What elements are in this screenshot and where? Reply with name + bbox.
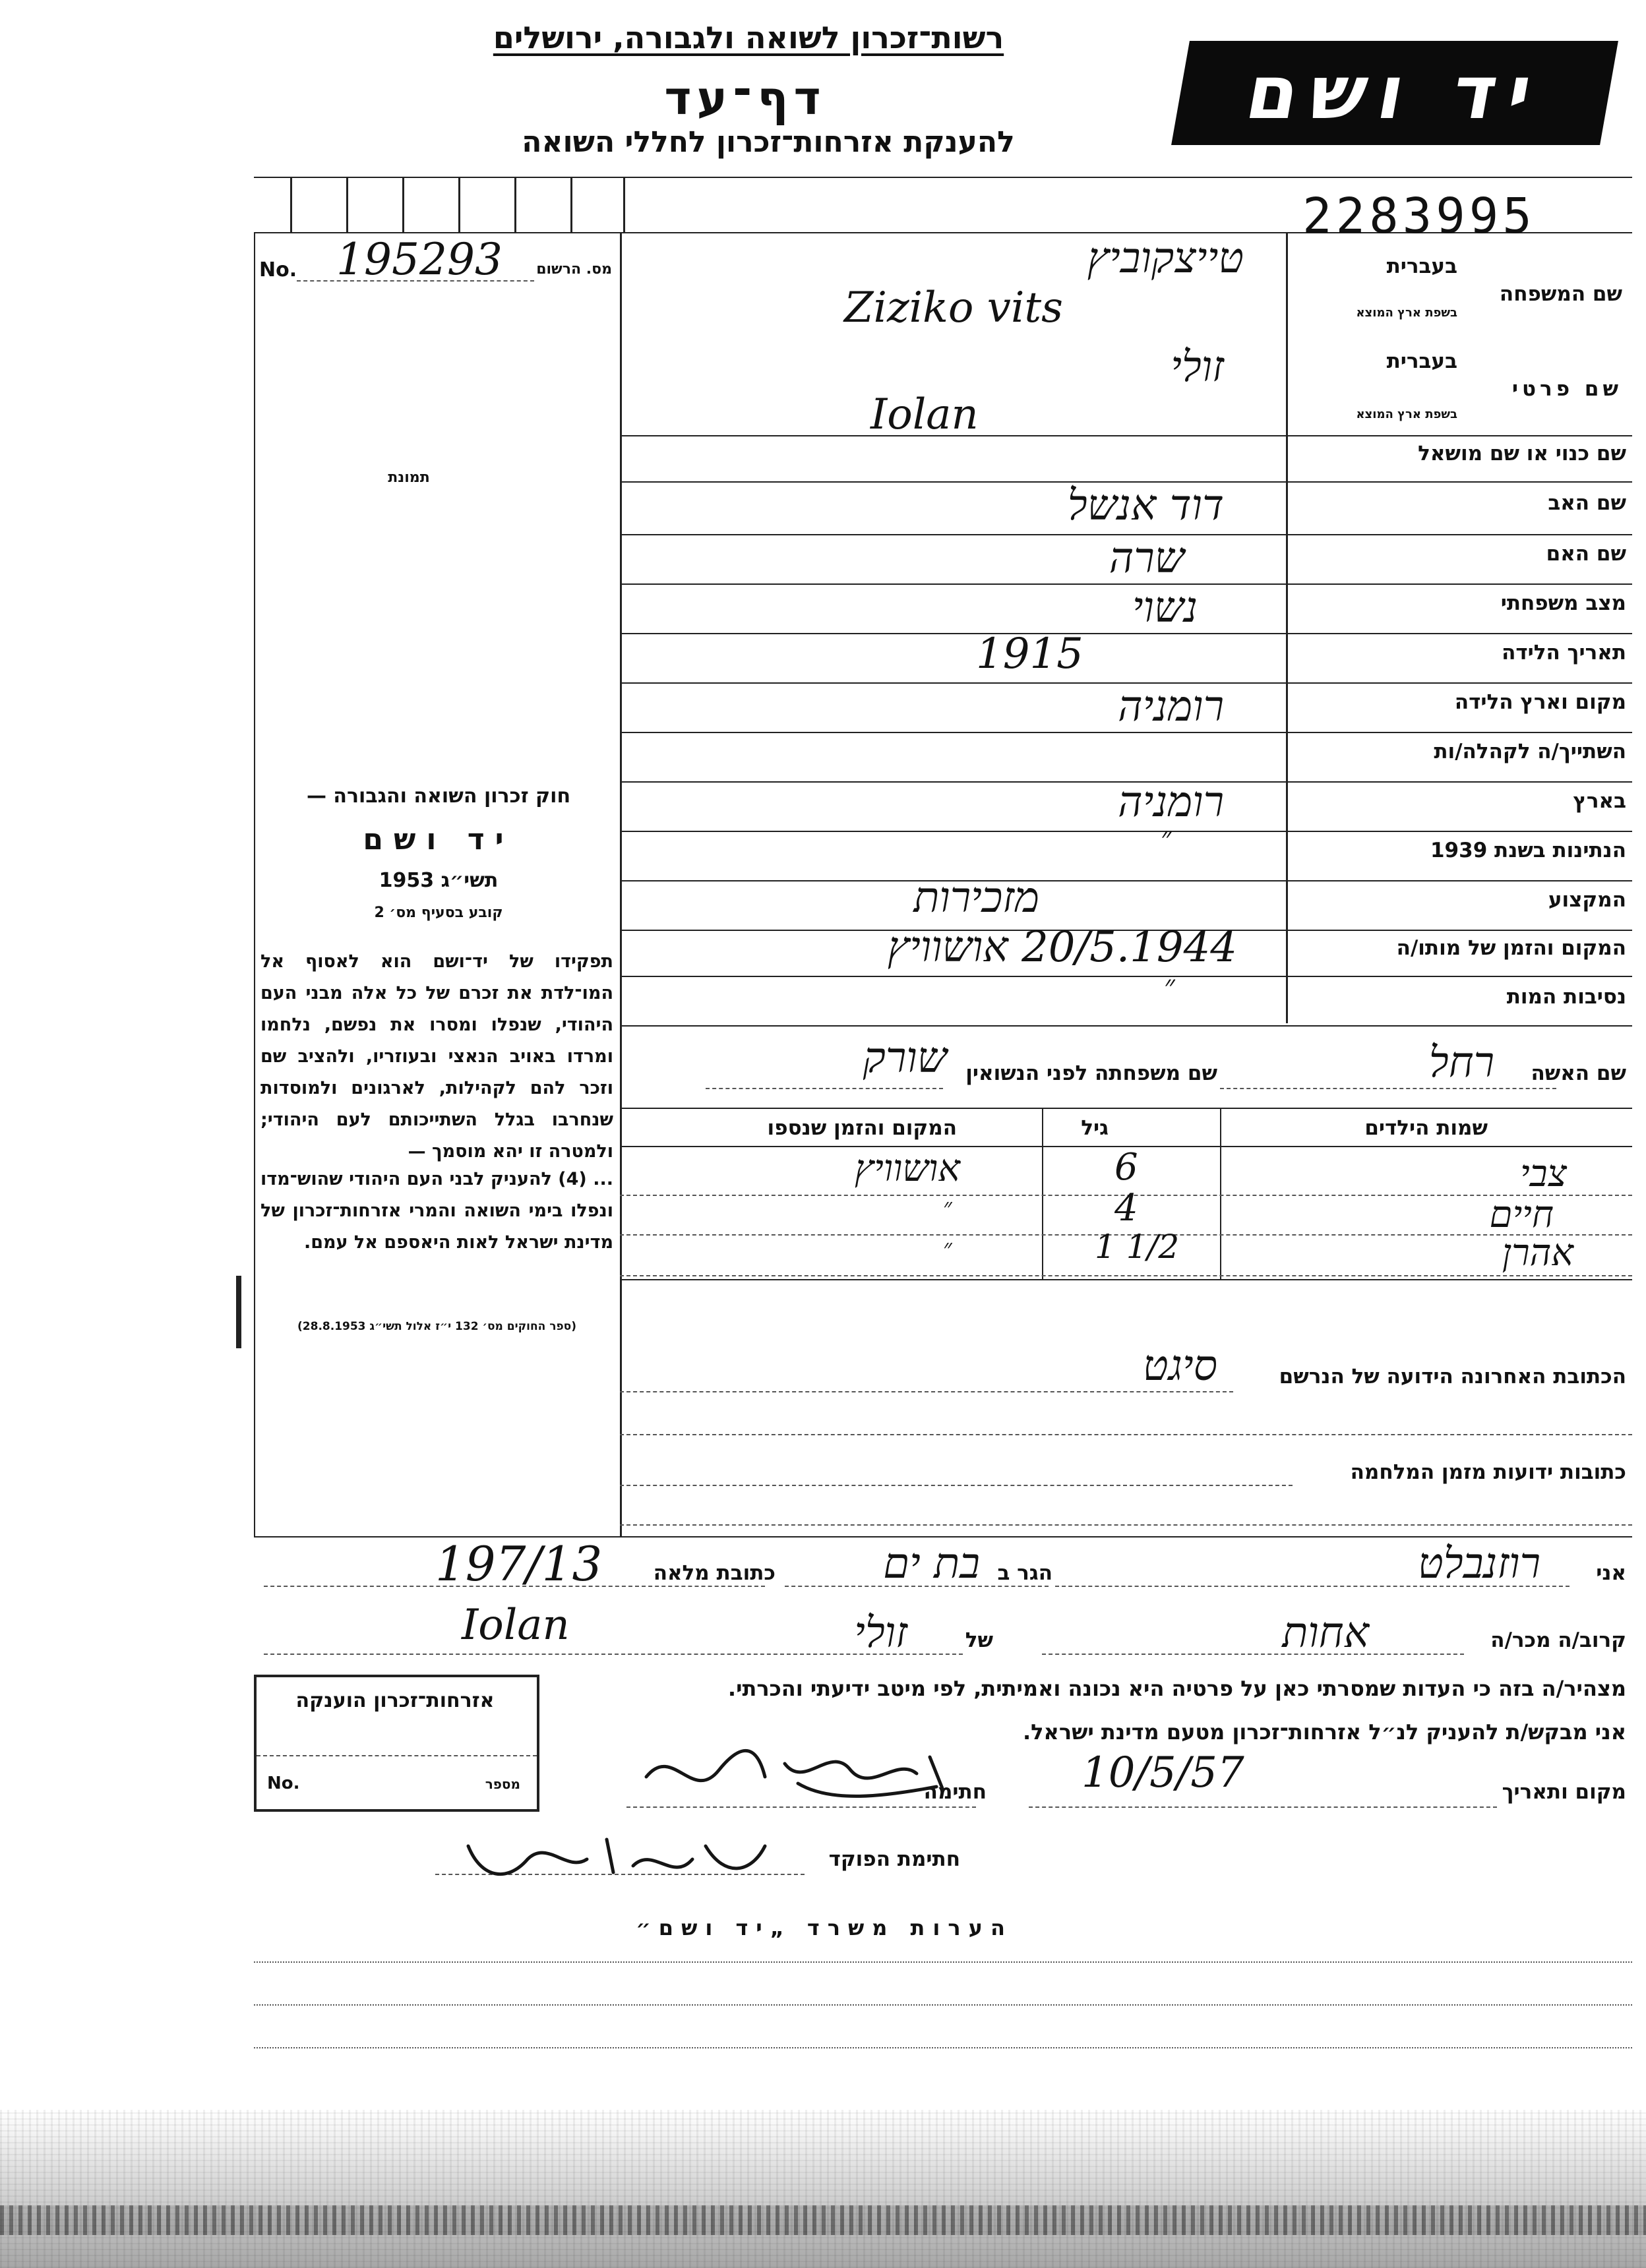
page-subtitle: להענקת אזרחות־זכרון לחללי השואה <box>522 125 1015 159</box>
child-age: 6 <box>1114 1146 1138 1189</box>
strip-tick <box>623 177 625 232</box>
mother-label: שם האם <box>1546 542 1626 566</box>
row-rule <box>620 1025 1632 1027</box>
profession-value: מזכירות <box>913 874 1039 922</box>
birth-date-value: 1915 <box>976 630 1083 678</box>
children-col-header: שמות הילדים <box>1364 1116 1488 1140</box>
last-address-value: סיגט <box>1143 1342 1217 1390</box>
first-name-label-text: שם פרטי <box>1511 377 1622 401</box>
citizenship-number-label: מספר <box>485 1776 520 1792</box>
law-name: יד ושם <box>363 823 514 856</box>
supervisor-label: חתימת הפוקד <box>828 1847 960 1871</box>
war-address-label: כתובות ידועות מזמן המלחמה <box>1350 1460 1626 1484</box>
place-date-line <box>1029 1806 1497 1808</box>
signature-label: חתימה <box>923 1780 987 1804</box>
resident-city: בת ים <box>883 1539 980 1588</box>
logo-text: יד ושם <box>1239 50 1550 136</box>
first-name-hebrew-sub: בעברית <box>1386 349 1457 373</box>
strip-tick <box>290 177 292 232</box>
marital-value: נשוי <box>1132 583 1198 632</box>
maiden-line <box>706 1088 943 1089</box>
first-name-origin-sub: בשפת ארץ המוצא <box>1356 407 1457 421</box>
first-name-origin-value: Iolan <box>870 390 979 439</box>
death-circ-value: ״ <box>1164 969 1175 1003</box>
children-row-rule <box>620 1275 1632 1276</box>
citizenship-label: הנתינות בשנת 1939 <box>1430 839 1626 862</box>
children-col-divider <box>1220 1108 1221 1279</box>
row-rule <box>620 831 1632 832</box>
child-death-place: ״ <box>943 1235 952 1262</box>
birth-place-value: רומניה <box>1118 682 1224 731</box>
death-place-value: 20/5.1944 אושוויץ <box>887 923 1237 972</box>
page-title: דף־עד <box>664 71 826 125</box>
wife-maiden-label: שם משפחתה לפני הנשואין <box>965 1061 1217 1085</box>
office-notes-title: הערות משרד „יד ושם״ <box>636 1915 1013 1940</box>
authority-line: רשות־זכרון לשואה ולגבורה, ירושלים <box>493 20 1004 55</box>
child-death-place: ״ <box>943 1194 952 1221</box>
marital-label: מצב משפחתי <box>1500 591 1626 615</box>
top-rule <box>254 177 1632 178</box>
declarant-name: רוזנבלט <box>1418 1539 1540 1588</box>
row-rule <box>620 880 1632 881</box>
law-paragraph-2: ... (4) להעניק לבני העם היהודי שהוש־מדו ונפלו בימי השואה והמרי אזרחות־זכרון של מדינת ישראל לאות היאספם אל עמם. <box>260 1169 613 1253</box>
declaration-statement-1: מצהיר/ה בזה כי העדות שמסרתי כאן על פרטיה היא נכונה ואמיתית, לפי מיטב ידיעתי והכרתי. <box>727 1676 1626 1701</box>
notes-rule <box>254 2047 1632 2048</box>
left-border <box>254 232 255 1537</box>
strip-tick <box>514 177 516 232</box>
war-address-line-2 <box>620 1524 1632 1526</box>
country-label: בארץ <box>1573 789 1626 813</box>
child-age: 1 1/2 <box>1095 1228 1180 1266</box>
notes-rule <box>254 2004 1632 2006</box>
notes-rule <box>254 1961 1632 1963</box>
citizenship-value: ״ <box>1161 821 1172 854</box>
first-name-hebrew-value: זולי <box>1171 343 1224 392</box>
family-name-label-text: שם המשפחה <box>1499 282 1622 306</box>
law-year: תשי״ג 1953 <box>379 869 499 892</box>
last-address-line-2 <box>620 1434 1632 1435</box>
wife-label: שם האשה <box>1531 1061 1626 1085</box>
of-label: של <box>965 1628 993 1652</box>
registration-label: מס. הרשום <box>536 261 612 278</box>
yad-vashem-logo <box>1171 41 1618 145</box>
child-age: 4 <box>1114 1187 1138 1230</box>
war-address-line <box>620 1485 1293 1486</box>
strip-tick <box>570 177 572 232</box>
divider-left-column <box>620 232 622 1537</box>
divider-label-column <box>1286 232 1288 1023</box>
last-address-line <box>620 1391 1233 1392</box>
row-rule <box>620 583 1632 585</box>
wife-line <box>1220 1088 1556 1089</box>
relation-line <box>1042 1654 1464 1655</box>
row-rule <box>620 633 1632 634</box>
declaration-ani: אני <box>1596 1561 1626 1585</box>
relation-value: אחות <box>1282 1609 1369 1657</box>
child-name: אהרן <box>1502 1232 1573 1274</box>
child-name: חיים <box>1489 1193 1554 1236</box>
row-rule <box>620 976 1632 977</box>
declaration-statement-2: אני מבקש/ת להעניק לנ״ל אזרחות־זכרון מטעם מדינת ישראל. <box>1023 1719 1626 1745</box>
death-place-label: המקום והזמן של מותו/ה <box>1396 936 1626 960</box>
children-table-bottom <box>620 1279 1632 1280</box>
country-value: רומניה <box>1118 778 1224 827</box>
birth-place-label: מקום וארץ הלידה <box>1454 690 1626 714</box>
wife-name-value: רחל <box>1428 1038 1494 1087</box>
scan-noise-band <box>0 2205 1646 2235</box>
child-name: צבי <box>1519 1152 1567 1195</box>
citizenship-box-rule <box>257 1755 537 1756</box>
family-name-origin-sub: בשפת ארץ המוצא <box>1356 306 1457 320</box>
mother-value: שרה <box>1109 534 1184 583</box>
relation-label: קרוב/ה מכר/ה <box>1490 1628 1626 1652</box>
photo-label: תמונת <box>388 469 430 486</box>
last-address-label: הכתובת האחרונה הידועה של הנרשם <box>1279 1365 1626 1388</box>
place-date-label: מקום ותאריך <box>1502 1780 1626 1804</box>
father-label: שם האב <box>1548 491 1626 515</box>
of-value-latin: Iolan <box>462 1601 570 1650</box>
community-label: השתייך/ה לקהלה/ות <box>1434 740 1626 763</box>
citizenship-no-label: No. <box>267 1774 300 1793</box>
wife-maiden-value: שורק <box>863 1034 947 1083</box>
supervisor-signature <box>455 1820 798 1892</box>
resident-prefix: הגר ב <box>997 1561 1052 1585</box>
citizenship-box-title: אזרחות־זכרון הוענקה <box>295 1689 495 1712</box>
citizenship-box <box>254 1675 539 1812</box>
age-col-header: גיל <box>1081 1116 1109 1140</box>
scan-mark <box>236 1276 241 1348</box>
children-table-top <box>620 1108 1632 1109</box>
strip-tick <box>346 177 348 232</box>
children-col-divider <box>1042 1108 1043 1279</box>
row-rule <box>620 435 1632 436</box>
serial-number: 2283995 <box>1302 188 1536 245</box>
birth-date-label: תאריך הלידה <box>1502 641 1626 665</box>
registration-number: 195293 <box>336 234 503 285</box>
family-name-hebrew-sub: בעברית <box>1386 254 1457 278</box>
law-paragraph-1: תפקידו של יד־ושם הוא לאסוף אל המו־לדת את זכרם של כל אלה מבני העם היהודי, שנפלו ומסרו את נפשם, נלחמו ומרדו באויב הנאצי ובעוזריו, ולהציב שם וזכר להם לקהילות, לארגונים ולמוסדות שנחרבו בגלל השתייכותם לעם היהודי; ולמטרה זו יהא מוסמך — <box>260 951 613 1162</box>
scan-noise <box>0 2110 1646 2268</box>
strip-tick <box>458 177 460 232</box>
nickname-label: שם כנוי או שם מושאל <box>1418 442 1626 465</box>
law-heading: חוק זכרון השואה והגבורה — <box>306 785 571 808</box>
full-address-label: כתובת מלאה <box>653 1561 776 1585</box>
death-circ-label: נסיבות המות <box>1506 985 1626 1009</box>
father-value: דוד אנשל <box>1067 481 1224 530</box>
of-value-hebrew: זולי <box>854 1609 907 1657</box>
law-section-ref: קובע בסעיף מס׳ 2 <box>374 905 503 921</box>
place-col-header: המקום והזמן שנספו <box>767 1116 957 1140</box>
family-name-hebrew-value: טייצקוביץ <box>1087 234 1244 283</box>
row-rule <box>620 732 1632 733</box>
registration-prefix: No. <box>259 258 297 282</box>
family-name-origin-value: Ziziko vits <box>844 284 1063 332</box>
strip-tick <box>402 177 404 232</box>
child-death-place: אושוויץ <box>854 1147 960 1190</box>
declarant-signature <box>633 1731 976 1810</box>
law-citation: (ספר החוקים מס׳ 132 י״ז אלול תשי״ג 28.8.1953) <box>297 1320 576 1333</box>
profession-label: המקצוע <box>1548 888 1626 912</box>
place-date-value: 10/5/57 <box>1082 1748 1244 1797</box>
full-address-value: 197/13 <box>435 1536 603 1592</box>
